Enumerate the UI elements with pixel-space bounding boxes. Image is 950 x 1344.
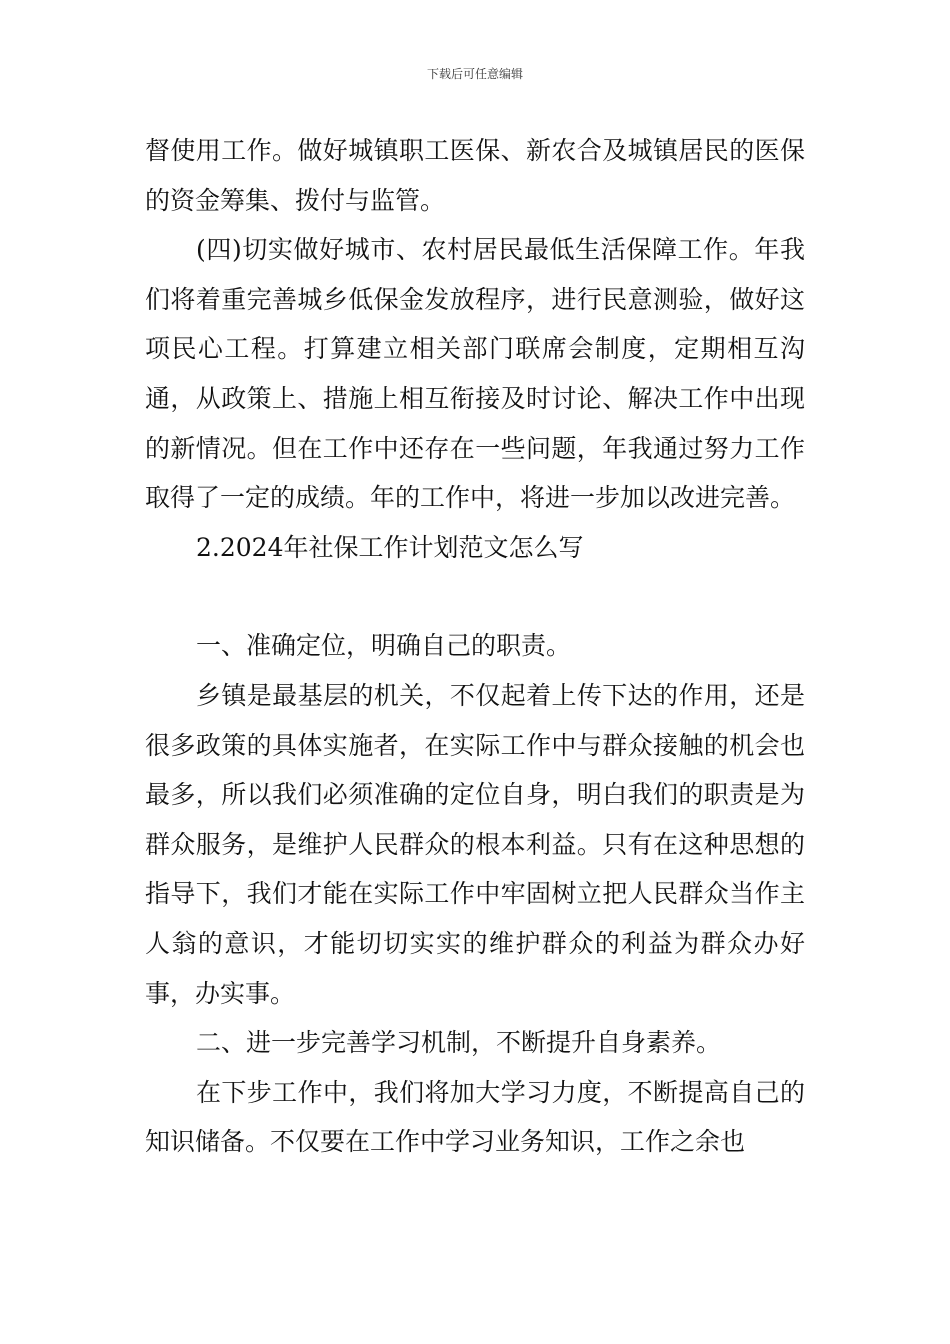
paragraph-1: 督使用工作。做好城镇职工医保、新农合及城镇居民的医保的资金筹集、拨付与监管。 bbox=[145, 136, 805, 215]
page-header: 下载后可任意编辑 bbox=[426, 67, 523, 81]
paragraph-3: 乡镇是最基层的机关，不仅起着上传下达的作用，还是很多政策的具体实施者，在实际工作中与群众接触的机会也最多，所以我们必须准确的定位自身，明白我们的职责是为群众服务，是维护人民群众的根本利益。只有在这种思想的指导下，我们才能在实际工作中牢固树立把人民群众当作主人翁的意识，才能切切实实的维护群众的利益为群众办好事，办实事。 bbox=[145, 680, 805, 1008]
blank-line bbox=[145, 572, 805, 621]
document-body bbox=[145, 126, 805, 1167]
paragraph-2: (四)切实做好城市、农村居民最低生活保障工作。年我们将着重完善城乡低保金发放程序，进行民意测验，做好这项民心工程。打算建立相关部门联席会制度，定期相互沟通，从政策上、措施上相互衔接及时讨论、解决工作中出现的新情况。但在工作中还存在一些问题，年我通过努力工作取得了一定的成绩。年的工作中，将进一步加以改进完善。 bbox=[145, 235, 805, 513]
section-heading: 2.2024年社保工作计划范文怎么写 bbox=[196, 532, 584, 562]
paragraph-4: 在下步工作中，我们将加大学习力度，不断提高自己的知识储备。不仅要在工作中学习业务知识，工作之余也 bbox=[145, 1077, 805, 1157]
subheading-1: 一、准确定位，明确自己的职责。 bbox=[196, 631, 572, 661]
subheading-2: 二、进一步完善学习机制，不断提升自身素养。 bbox=[196, 1028, 722, 1058]
